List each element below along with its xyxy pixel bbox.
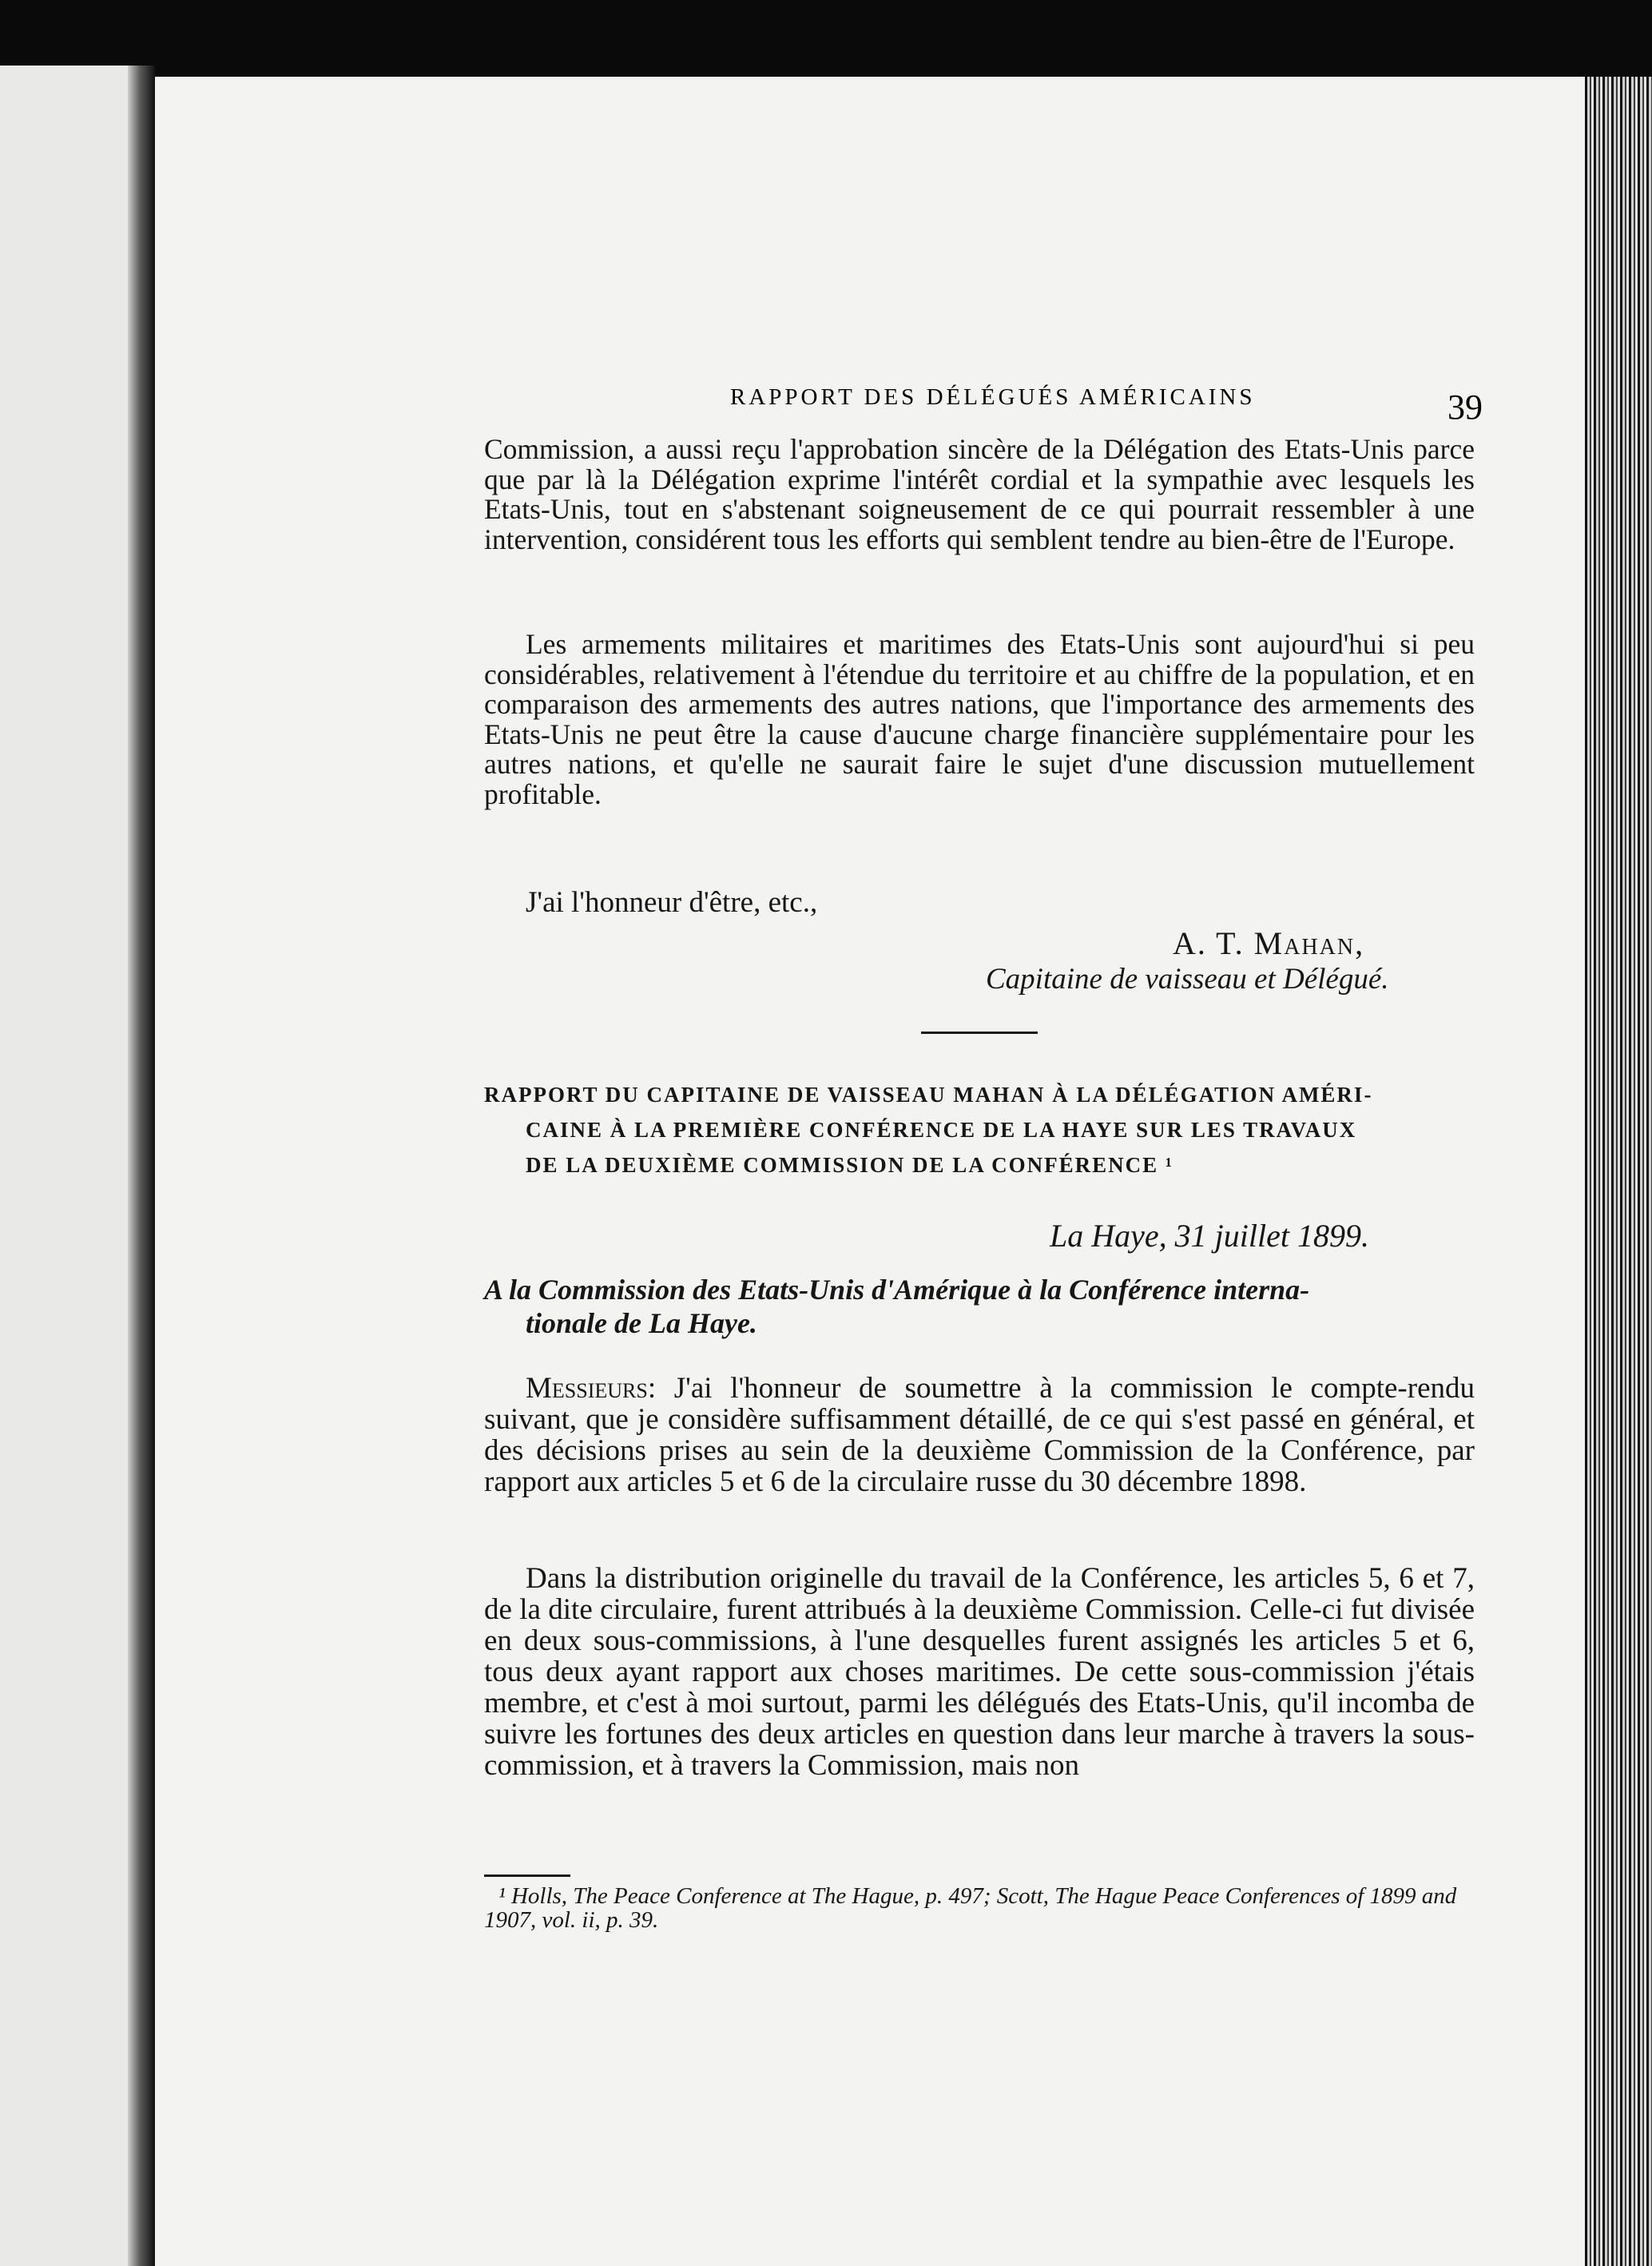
- book-page: [155, 77, 1585, 2266]
- salutation: Messieurs: [526, 1372, 648, 1405]
- paragraph-4: Dans la distribution originelle du travail de la Conférence, les articles 5, 6 et 7, de la dite circulaire, furent attribués à la deuxième Commission. Celle-ci fut divisée en deux sous-commissions, à l'une desquelles furent assignés les articles 5 et 6, tous deux ayant rapport aux choses maritimes. De cette sous-commission j'étais membre, et c'est à moi surtout, parmi les délégués des Etats-Unis, qu'il incomba de suivre les fortunes des deux articles en question dans leur marche à travers la sous-commission, et à travers la Commission, mais non: [484, 1562, 1475, 1782]
- page-number: 39: [1447, 388, 1483, 427]
- section-divider: [921, 1032, 1038, 1034]
- address-line-2: tionale de La Haye.: [526, 1307, 757, 1339]
- section-heading-line-1: RAPPORT DU CAPITAINE DE VAISSEAU MAHAN À LA DÉLÉGATION AMÉRI-: [484, 1083, 1373, 1107]
- address: [484, 1273, 1475, 1340]
- running-head: RAPPORT DES DÉLÉGUÉS AMÉRICAINS: [730, 384, 1256, 410]
- paragraph-3-text: : J'ai l'honneur de soumettre à la commission le compte-rendu suivant, que je considère suffisamment détaillé, de ce qui s'est passé en général, et des décisions prises au sein de la deuxième Commission de la Conférence, par rapport aux articles 5 et 6 de la circulaire russe du 30 décembre 1898.: [484, 1372, 1475, 1498]
- footnote: ¹ Holls, The Peace Conference at The Hague, p. 497; Scott, The Hague Peace Conferences of 1899 and 1907, vol. ii, p. 39.: [484, 1883, 1457, 1933]
- footnote-rule: [484, 1874, 570, 1877]
- closing: J'ai l'honneur d'être, etc.,: [526, 886, 818, 919]
- book-spine-shadow: [128, 66, 155, 2266]
- paragraph-3: [484, 1373, 1475, 1497]
- dateline: La Haye, 31 juillet 1899.: [1050, 1218, 1369, 1254]
- address-line-1: A la Commission des Etats-Unis d'Amérique à la Conférence interna-: [484, 1274, 1310, 1306]
- paragraph-2: Les armements militaires et maritimes des Etats-Unis sont aujourd'hui si peu considérables, relativement à l'étendue du territoire et au chiffre de la population, et en comparaison des armements des autres nations, que l'importance des armements des Etats-Unis ne peut être la cause d'aucune charge financière supplémentaire pour les autres nations, et qu'elle ne saurait faire le sujet d'une discussion mutuellement profitable.: [484, 628, 1475, 810]
- signature-name: A. T. Mahan,: [1173, 925, 1365, 961]
- page-stack-edge: [1585, 77, 1652, 2266]
- section-heading-line-2: CAINE À LA PREMIÈRE CONFÉRENCE DE LA HAYE SUR LES TRAVAUX: [526, 1118, 1357, 1142]
- section-heading-line-3: DE LA DEUXIÈME COMMISSION DE LA CONFÉRENCE ¹: [526, 1153, 1173, 1177]
- section-heading: [484, 1077, 1475, 1183]
- signature-title: Capitaine de vaisseau et Délégué.: [986, 963, 1389, 996]
- paragraph-1: Commission, a aussi reçu l'approbation sincère de la Délégation des Etats-Unis parce que par là la Délégation exprime l'intérêt cordial et la sympathie avec lesquels les Etats-Unis, tout en s'abstenant soigneusement de ce qui pourrait ressembler à une intervention, considérent tous les efforts qui semblent tendre au bien-être de l'Europe.: [484, 433, 1475, 555]
